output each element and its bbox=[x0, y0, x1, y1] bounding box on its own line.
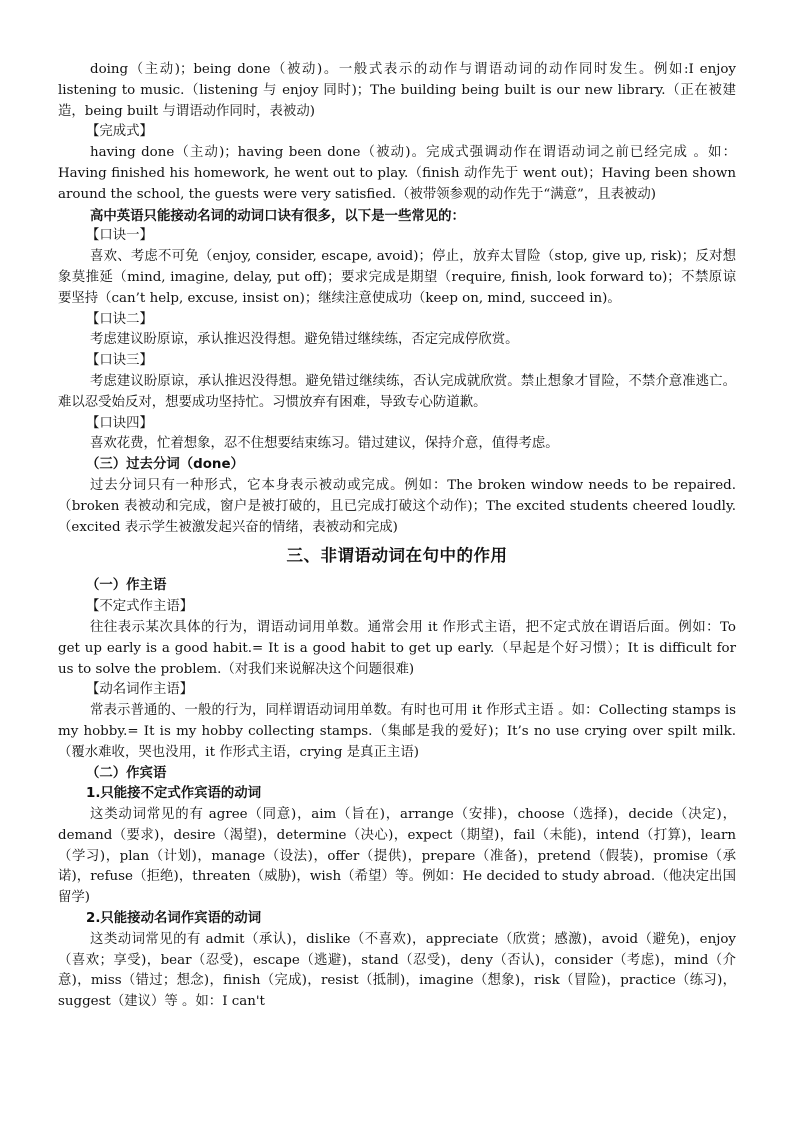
heading-infinitive-object: 1.只能接不定式作宾语的动词 bbox=[86, 786, 262, 802]
gerund-rhyme-intro: 高中英语只能接动名词的动词口诀有很多，以下是一些常见的： bbox=[90, 207, 465, 224]
label-infinitive-subject: 【不定式作主语】 bbox=[86, 599, 194, 615]
paragraph-past-participle: 过去分词只有一种形式，它本身表示被动或完成。例如：The broken window needs to be repaired.（broken 表被动和完成，窗户是被打破的，且已完成打破这个动作)；The excited students cheered loudly.（excited 表示学生被激发起兴奋的情绪，表被动和完成) bbox=[58, 477, 736, 535]
paragraph-gerund-object: 这类动词常见的有 admit（承认)，dislike（不喜欢)，appreciate（欣赏；感激)，avoid（避免)，enjoy（喜欢；享受)，bear（忍受)，escape（逃避)，stand（忍受)，deny（否认)，consider（考虑)，mind（介意)，miss（错过；想念)，finish（完成)，resist（抵制)，imagine（想象)，risk（冒险)，practice（练习)，suggest（建议）等 。如：I can't bbox=[58, 931, 736, 1010]
label-gerund-subject: 【动名词作主语】 bbox=[86, 682, 194, 698]
section-heading: 三、非谓语动词在句中的作用 bbox=[286, 546, 508, 566]
label-rhyme-1: 【口诀一】 bbox=[86, 228, 153, 244]
label-rhyme-4: 【口诀四】 bbox=[86, 415, 153, 431]
paragraph-rhyme-3: 考虑建议盼原谅，承认推迟没得想。避免错过继续练，否认完成就欣赏。禁止想象才冒险，不禁介意准逃亡。难以忍受始反对，想要成功坚持忙。习惯放弃有困难，导致专心防道歉。 bbox=[58, 373, 736, 410]
paragraph-infinitive-object: 这类动词常见的有 agree（同意)，aim（旨在)，arrange（安排)，choose（选择)，decide（决定)，demand（要求)，desire（渴望)，determine（决心)，expect（期望)，fail（未能)，intend（打算)，learn（学习)，plan（计划)，manage（设法)，offer（提供)，prepare（准备)，pretend（假装)，promise（承诺)，refuse（拒绝)，threaten（威胁)，wish（希望）等。例如：He decided to study abroad.（他决定出国留学) bbox=[58, 807, 736, 906]
paragraph-gerund-subject: 常表示普通的、一般的行为，同样谓语动词用单数。有时也可用 it 作形式主语 。如：Collecting stamps is my hobby.= It is my hobby collecting stamps.（集邮是我的爱好)；It’s no use crying over spilt milk.（覆水难收，哭也没用，it 作形式主语，crying 是真正主语) bbox=[58, 703, 736, 760]
paragraph-rhyme-1: 喜欢、考虑不可免（enjoy, consider, escape, avoid)；停止，放弃太冒险（stop, give up, risk)；反对想象莫推延（mind, imagine, delay, put off)；要求完成是期望（require, finish, look forward to)；不禁原谅要坚持（can’t help, excuse, insist on)；继续注意使成功（keep on, mind, succeed in)。 bbox=[58, 249, 736, 306]
heading-as-subject: （一）作主语 bbox=[86, 578, 167, 594]
label-rhyme-2: 【口诀二】 bbox=[86, 311, 153, 327]
paragraph-perfect-form: having done（主动)；having been done（被动)。完成式强调动作在谓语动词之前已经完成 。如：Having finished his homework, he went out to play.（finish 动作先于 went out)；Having been shown around the school, the guests were very satisfied.（被带领参观的动作先于“满意”，且表被动) bbox=[58, 145, 736, 202]
document-page bbox=[58, 60, 736, 1013]
heading-as-object: （二）作宾语 bbox=[86, 765, 167, 781]
paragraph-non-finite-forms: doing（主动)；being done（被动)。一般式表示的动作与谓语动词的动作同时发生。例如:I enjoy listening to music.（listening 与 enjoy 同时)；The building being built is our new library.（正在被建造，being built 与谓语动作同时，表被动) bbox=[58, 62, 736, 119]
paragraph-rhyme-2: 考虑建议盼原谅，承认推迟没得想。避免错过继续练，否定完成停欣赏。 bbox=[90, 332, 519, 348]
label-rhyme-3: 【口诀三】 bbox=[86, 353, 153, 369]
heading-past-participle: （三）过去分词（done） bbox=[86, 457, 244, 473]
heading-gerund-object: 2.只能接动名词作宾语的动词 bbox=[86, 911, 262, 927]
label-perfect-form: 【完成式】 bbox=[86, 124, 153, 140]
paragraph-rhyme-4: 喜欢花费，忙着想象，忍不住想要结束练习。错过建议，保持介意，值得考虑。 bbox=[90, 436, 559, 452]
paragraph-infinitive-subject: 往往表示某次具体的行为，谓语动词用单数。通常会用 it 作形式主语，把不定式放在谓语后面。例如：To get up early is a good habit.= It is a good habit to get up early.（早起是个好习惯）；It is difficult for us to solve the problem.（对我们来说解决这个问题很难) bbox=[58, 619, 736, 677]
